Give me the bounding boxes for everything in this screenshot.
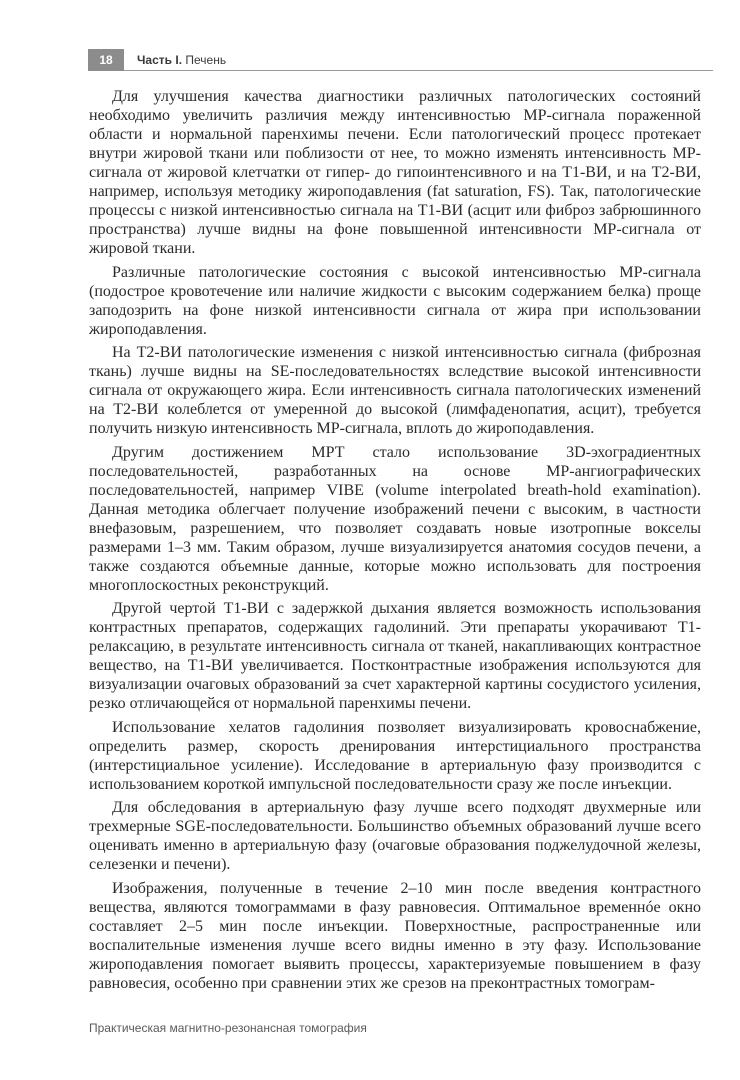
part-label: Часть I.	[137, 53, 183, 67]
paragraph-3: На Т2-ВИ патологические изменения с низкой интенсивностью сигнала (фиброзная ткань) лучше видны на SE-последовательностях вследствие высокой интенсивности сигнала от окружающего жира. Если интенсивность сигнала патологических изменений на Т2-ВИ колеблется от умеренной до высокой (лимфаденопатия, асцит), требуется получить низкую интенсивность МР-сигнала, вплоть до жироподавления.	[89, 344, 701, 437]
running-footer: Практическая магнитно-резонансная томография	[89, 1021, 367, 1035]
paragraph-2: Различные патологические состояния с высокой интенсивностью МР-сигнала (подострое кровотечение или наличие жидкости с высоким содержанием белка) проще заподозрить на фоне низкой интенсивности сигнала от жира при использовании жироподавления.	[89, 263, 701, 338]
paragraph-7: Для обследования в артериальную фазу лучше всего подходят двухмерные или трехмерные SGE-последовательности. Большинство объемных образований лучше всего оценивать именно в артериальную фазу (очаговые образования поджелудочной железы, селезенки и печени).	[89, 799, 701, 873]
body-text	[89, 87, 701, 997]
chapter-heading	[137, 49, 226, 71]
paragraph-4: Другим достижением МРТ стало использование 3D-эхоградиентных последовательностей, разработанных на основе МР-ангиографических последовательностей, например VIBE (volume interpolated breath-hold examination). Данная методика облегчает получение изображений печени с высоким, в частности внефазовым, разрешением, что позволяет создавать новые изотропные вокселы размерами 1–3 мм. Таким образом, лучше визуализируется анатомия сосудов печени, а также создаются объемные данные, которые можно использовать для построения многоплоскостных реконструкций.	[89, 443, 701, 594]
paragraph-1: Для улучшения качества диагностики различных патологических состояний необходимо увеличить различия между интенсивностью МР-сигнала пораженной области и нормальной паренхимы печени. Если патологический процесс протекает внутри жировой ткани или поблизости от нее, то можно изменять интенсивность МР-сигнала от жировой клетчатки от гипер- до гипоинтенсивного и на Т1-ВИ, и на Т2-ВИ, например, используя методику жироподавления (fat saturation, FS). Так, патологические процессы с низкой интенсивностью сигнала на Т1-ВИ (асцит или фиброз забрюшинного пространства) лучше видны на фоне повышенной интенсивности МР-сигнала от жировой ткани.	[89, 88, 701, 257]
chapter-title: Печень	[185, 53, 227, 67]
paragraph-6: Использование хелатов гадолиния позволяет визуализировать кровоснабжение, определить размер, скорость дренирования интерстициального пространства (интерстициальное усиление). Исследование в артериальную фазу производится с использованием короткой импульсной последовательности сразу же после инъекции.	[89, 718, 701, 793]
header-rule	[124, 70, 713, 71]
page-number: 18	[88, 49, 124, 71]
paragraph-5: Другой чертой Т1-ВИ с задержкой дыхания является возможность использования контрастных препаратов, содержащих гадолиний. Эти препараты укорачивают Т1-релаксацию, в результате интенсивность сигнала от тканей, накапливающих контрастное вещество, на Т1-ВИ увеличивается. Постконтрастные изображения используются для визуализации очаговых образований за счет характерной картины сосудистого усиления, резко отличающейся от нормальной паренхимы печени.	[89, 600, 701, 712]
paragraph-8: Изображения, полученные в течение 2–10 мин после введения контрастного вещества, являются томограммами в фазу равновесия. Оптимальное временнóе окно составляет 2–5 мин после инъекции. Поверхностные, распространенные или воспалительные изменения лучше всего видны именно в эту фазу. Использование жироподавления помогает выявить процессы, характеризуемые повышением в фазу равновесия, особенно при сравнении этих же срезов на преконтрастных томограм-	[89, 879, 701, 992]
running-header	[88, 49, 713, 71]
